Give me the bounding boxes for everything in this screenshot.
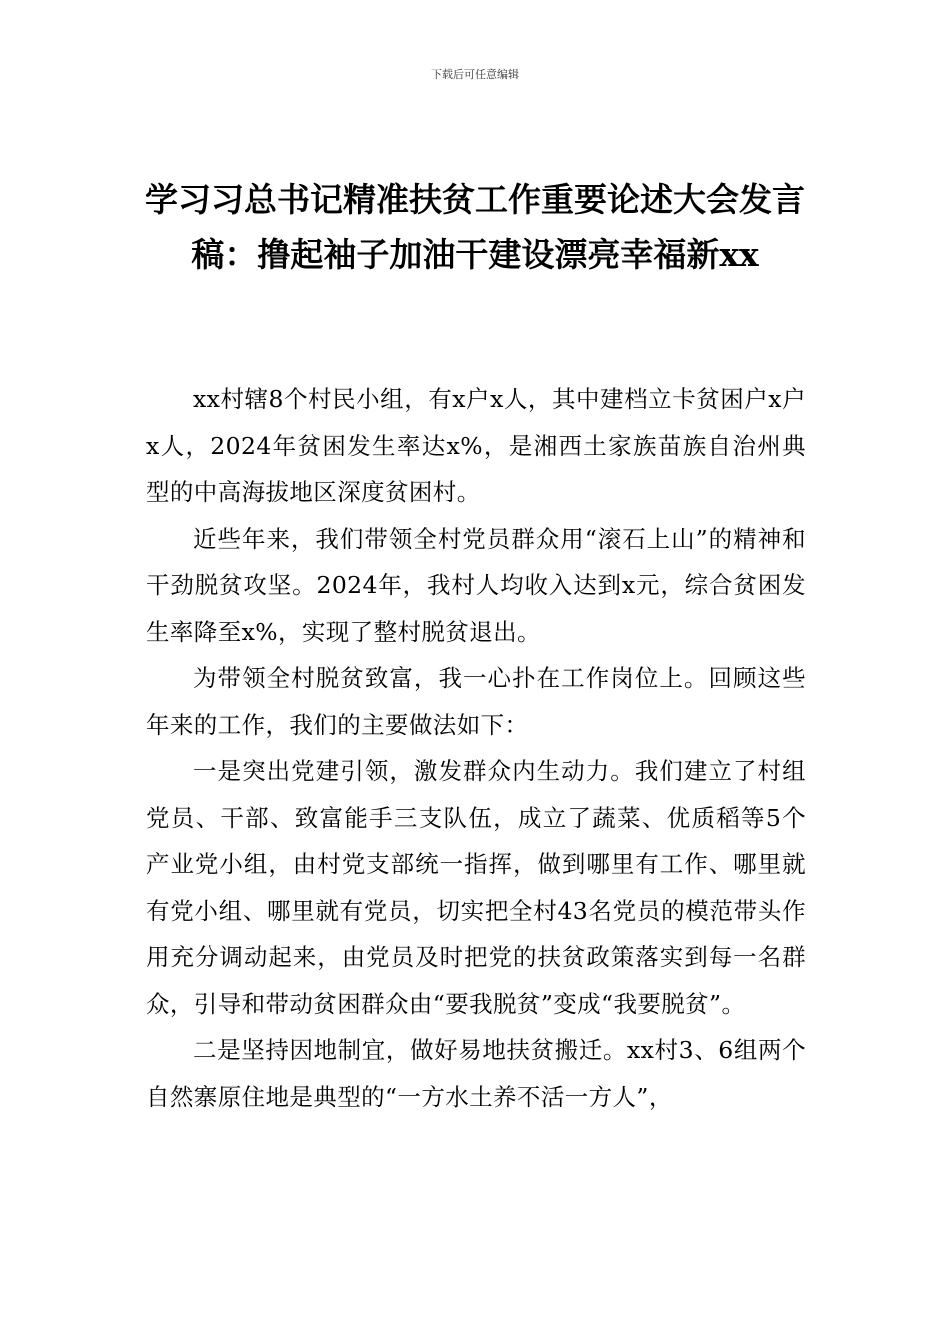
- paragraph-4: 一是突出党建引领，激发群众内生动力。我们建立了村组党员、干部、致富能手三支队伍，成立了蔬菜、优质稻等5个产业党小组，由村党支部统一指挥，做到哪里有工作、哪里就有党小组、哪里就有党员，切实把全村43名党员的模范带头作用充分调动起来，由党员及时把党的扶贫政策落实到每一名群众，引导和带动贫困群众由“要我脱贫”变成“我要脱贫”。: [146, 757, 806, 1018]
- document-body: [146, 376, 806, 1120]
- paragraph-2: 近些年来，我们带领全村党员群众用“滚石上山”的精神和干劲脱贫攻坚。2024年，我村人均收入达到x元，综合贫困发生率降至x%，实现了整村脱贫退出。: [146, 524, 806, 646]
- document-title: 学习习总书记精准扶贫工作重要论述大会发言稿：撸起袖子加油干建设漂亮幸福新xx: [145, 180, 805, 274]
- paragraph-3: 为带领全村脱贫致富，我一心扑在工作岗位上。回顾这些年来的工作，我们的主要做法如下：: [146, 664, 806, 739]
- paragraph-5: 二是坚持因地制宜，做好易地扶贫搬迁。xx村3、6组两个自然寨原住地是典型的“一方水土养不活一方人”，: [146, 1036, 806, 1111]
- paragraph-1: xx村辖8个村民小组，有x户x人，其中建档立卡贫困户x户x人，2024年贫困发生率达x%，是湘西土家族苗族自治州典型的中高海拔地区深度贫困村。: [146, 385, 806, 506]
- header-note: 下载后可任意编辑: [431, 68, 519, 81]
